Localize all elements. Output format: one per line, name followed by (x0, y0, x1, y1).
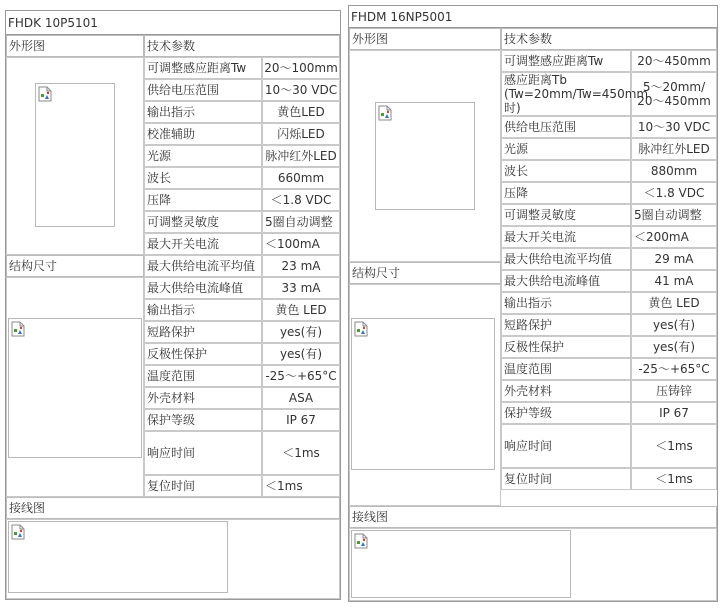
left-spec-label: 响应时间 (144, 431, 262, 475)
right-spec-label: 光源 (501, 138, 631, 160)
right-spec-label: 压降 (501, 182, 631, 204)
right-spec-value: yes(有) (631, 336, 717, 358)
left-spec-label: 最大供给电流平均值 (144, 255, 262, 277)
left-spec-label: 温度范围 (144, 365, 262, 387)
left-structure-image (8, 318, 142, 458)
broken-image-icon (354, 321, 368, 337)
left-spec-value: IP 67 (262, 409, 340, 431)
right-spec-label: 最大开关电流 (501, 226, 631, 248)
left-outline-image (35, 83, 115, 227)
left-spec-label: 可调整灵敏度 (144, 211, 262, 233)
left-spec-value: 33 mA (262, 277, 340, 299)
left-spec-value: 10～30 VDC (262, 79, 340, 101)
broken-image-icon (38, 86, 52, 102)
right-spec-label: 可调整感应距离Tw (501, 50, 631, 72)
right-spec-value: -25～+65°C (631, 358, 717, 380)
right-spec-value: ＜1ms (631, 468, 717, 490)
right-spec-value: 黄色 LED (631, 292, 717, 314)
left-spec-label: 校准辅助 (144, 123, 262, 145)
right-wiring-header: 接线图 (349, 506, 717, 528)
right-spec-value: 脉冲红外LED (631, 138, 717, 160)
right-spec-label: 最大供给电流平均值 (501, 248, 631, 270)
left-spec-label: 光源 (144, 145, 262, 167)
left-params-header: 技术参数 (144, 35, 340, 57)
right-spec-label: 反极性保护 (501, 336, 631, 358)
right-spec-label: 波长 (501, 160, 631, 182)
right-spec-value: 880mm (631, 160, 717, 182)
broken-image-icon (378, 105, 392, 121)
right-spec-label: 输出指示 (501, 292, 631, 314)
right-spec-label: 保护等级 (501, 402, 631, 424)
left-spec-label: 复位时间 (144, 475, 262, 497)
left-spec-sheet (5, 10, 341, 600)
left-spec-label: 输出指示 (144, 101, 262, 123)
left-spec-value: 5圈自动调整 (262, 211, 340, 233)
right-structure-header: 结构尺寸 (349, 262, 501, 284)
right-spec-value: 10～30 VDC (631, 116, 717, 138)
right-spec-label: 温度范围 (501, 358, 631, 380)
left-spec-label: 可调整感应距离Tw (144, 57, 262, 79)
left-spec-value: 660mm (262, 167, 340, 189)
left-spec-label: 保护等级 (144, 409, 262, 431)
left-wiring-header: 接线图 (6, 497, 340, 519)
left-spec-value: 闪烁LED (262, 123, 340, 145)
broken-image-icon (11, 524, 25, 540)
left-structure-header: 结构尺寸 (6, 255, 144, 277)
left-spec-value: ＜1ms (262, 475, 340, 497)
right-spec-sheet (348, 5, 718, 602)
right-spec-value: IP 67 (631, 402, 717, 424)
left-spec-value: ＜100mA (262, 233, 340, 255)
broken-image-icon (11, 321, 25, 337)
right-spec-value: ＜200mA (631, 226, 717, 248)
left-spec-value: 黄色LED (262, 101, 340, 123)
right-wiring-image (351, 530, 571, 598)
left-spec-label: 供给电压范围 (144, 79, 262, 101)
right-spec-label: 响应时间 (501, 424, 631, 468)
left-spec-label: 最大开关电流 (144, 233, 262, 255)
left-model-title: FHDK 10P5101 (6, 11, 340, 35)
right-spec-value: ＜1.8 VDC (631, 182, 717, 204)
left-spec-value: ＜1ms (262, 431, 340, 475)
left-spec-value: 23 mA (262, 255, 340, 277)
left-spec-label: 压降 (144, 189, 262, 211)
right-spec-value: 压铸锌 (631, 380, 717, 402)
right-spec-value: 5～20mm/ 20～450mm (631, 72, 717, 116)
left-spec-value: yes(有) (262, 343, 340, 365)
right-outline-image (375, 102, 475, 210)
right-spec-value: 41 mA (631, 270, 717, 292)
left-wiring-image (8, 521, 228, 593)
left-spec-label: 外壳材料 (144, 387, 262, 409)
left-spec-value: -25～+65°C (262, 365, 340, 387)
left-spec-value: ASA (262, 387, 340, 409)
right-structure-image (351, 318, 495, 470)
left-spec-label: 短路保护 (144, 321, 262, 343)
right-spec-value: 20～450mm (631, 50, 717, 72)
left-spec-label: 反极性保护 (144, 343, 262, 365)
right-spec-value: 5圈自动调整 (631, 204, 717, 226)
left-spec-value: 黄色 LED (262, 299, 340, 321)
left-spec-value: ＜1.8 VDC (262, 189, 340, 211)
left-outline-header: 外形图 (6, 35, 144, 57)
left-spec-value: 脉冲红外LED (262, 145, 340, 167)
right-spec-value: 29 mA (631, 248, 717, 270)
right-outline-header: 外形图 (349, 28, 501, 50)
left-spec-label: 输出指示 (144, 299, 262, 321)
right-spec-label: 供给电压范围 (501, 116, 631, 138)
right-spec-label: 外壳材料 (501, 380, 631, 402)
left-spec-label: 最大供给电流峰值 (144, 277, 262, 299)
right-spec-value: yes(有) (631, 314, 717, 336)
right-spec-label: 最大供给电流峰值 (501, 270, 631, 292)
right-spec-label: 感应距离Tb (Tw=20mm/Tw=450mm时) (501, 72, 631, 116)
right-spec-value: ＜1ms (631, 424, 717, 468)
left-spec-label: 波长 (144, 167, 262, 189)
right-params-header: 技术参数 (501, 28, 717, 50)
right-spec-label: 可调整灵敏度 (501, 204, 631, 226)
left-spec-value: yes(有) (262, 321, 340, 343)
right-spec-label: 短路保护 (501, 314, 631, 336)
right-model-title: FHDM 16NP5001 (349, 6, 717, 28)
broken-image-icon (354, 533, 368, 549)
left-spec-value: 20～100mm (262, 57, 340, 79)
right-spec-label: 复位时间 (501, 468, 631, 490)
